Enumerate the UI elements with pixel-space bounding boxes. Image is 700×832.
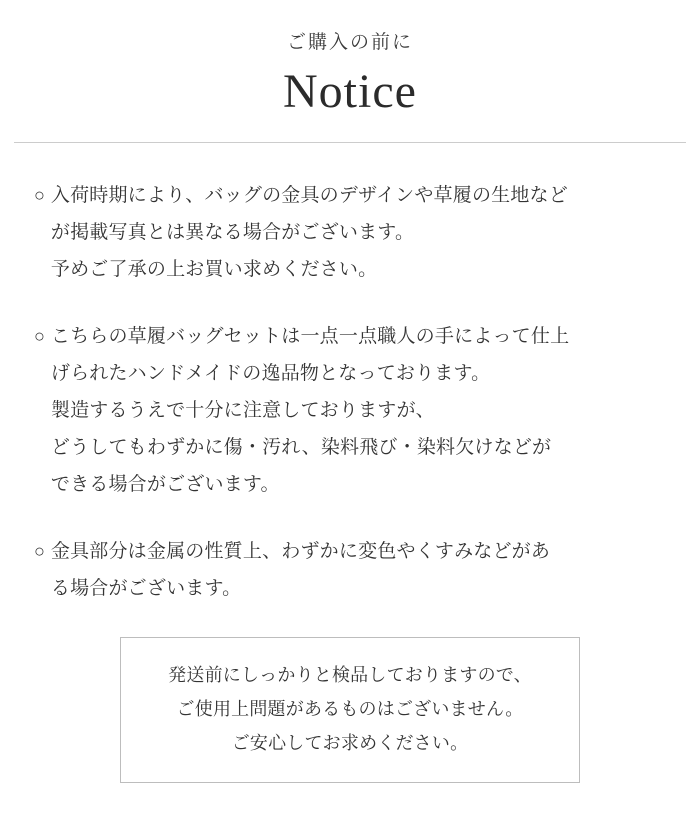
- note-line: どうしてもわずかに傷・汚れ、染料飛び・染料欠けなどが: [50, 437, 552, 459]
- note-item: [34, 177, 666, 288]
- note-line: できる場合がございます。: [50, 474, 280, 496]
- note-line: る場合がございます。: [50, 578, 242, 600]
- note-line: 入荷時期により、バッグの金具のデザインや草履の生地など: [50, 185, 568, 207]
- assurance-box: [120, 637, 580, 783]
- circle-bullet-icon: ○: [34, 541, 45, 562]
- note-item: [34, 533, 666, 607]
- assurance-line: ご使用上問題があるものはございません。: [176, 699, 524, 720]
- note-line: こちらの草履バッグセットは一点一点職人の手によって仕上: [50, 326, 570, 348]
- note-line: が掲載写真とは異なる場合がございます。: [50, 222, 415, 244]
- note-line: 予めご了承の上お買い求めください。: [50, 259, 378, 281]
- header-divider: [14, 142, 686, 143]
- assurance-line: 発送前にしっかりと検品しておりますので、: [168, 665, 532, 686]
- circle-bullet-icon: ○: [34, 326, 45, 347]
- footer-box-wrapper: [0, 637, 700, 783]
- note-line: 製造するうえで十分に注意しておりますが、: [50, 400, 435, 422]
- note-item: [34, 318, 666, 503]
- page-header: [0, 0, 700, 120]
- note-body: [51, 533, 666, 607]
- note-line: 金具部分は金属の性質上、わずかに変色やくすみなどがあ: [50, 541, 551, 563]
- note-line: げられたハンドメイドの逸品物となっております。: [50, 363, 491, 385]
- page-title: Notice: [283, 64, 417, 118]
- page-subtitle: ご購入の前に: [286, 32, 413, 53]
- note-body: [51, 318, 666, 503]
- note-body: [51, 177, 666, 288]
- notes-list: [34, 177, 666, 607]
- assurance-line: ご安心してお求めください。: [231, 733, 469, 754]
- circle-bullet-icon: ○: [34, 185, 45, 206]
